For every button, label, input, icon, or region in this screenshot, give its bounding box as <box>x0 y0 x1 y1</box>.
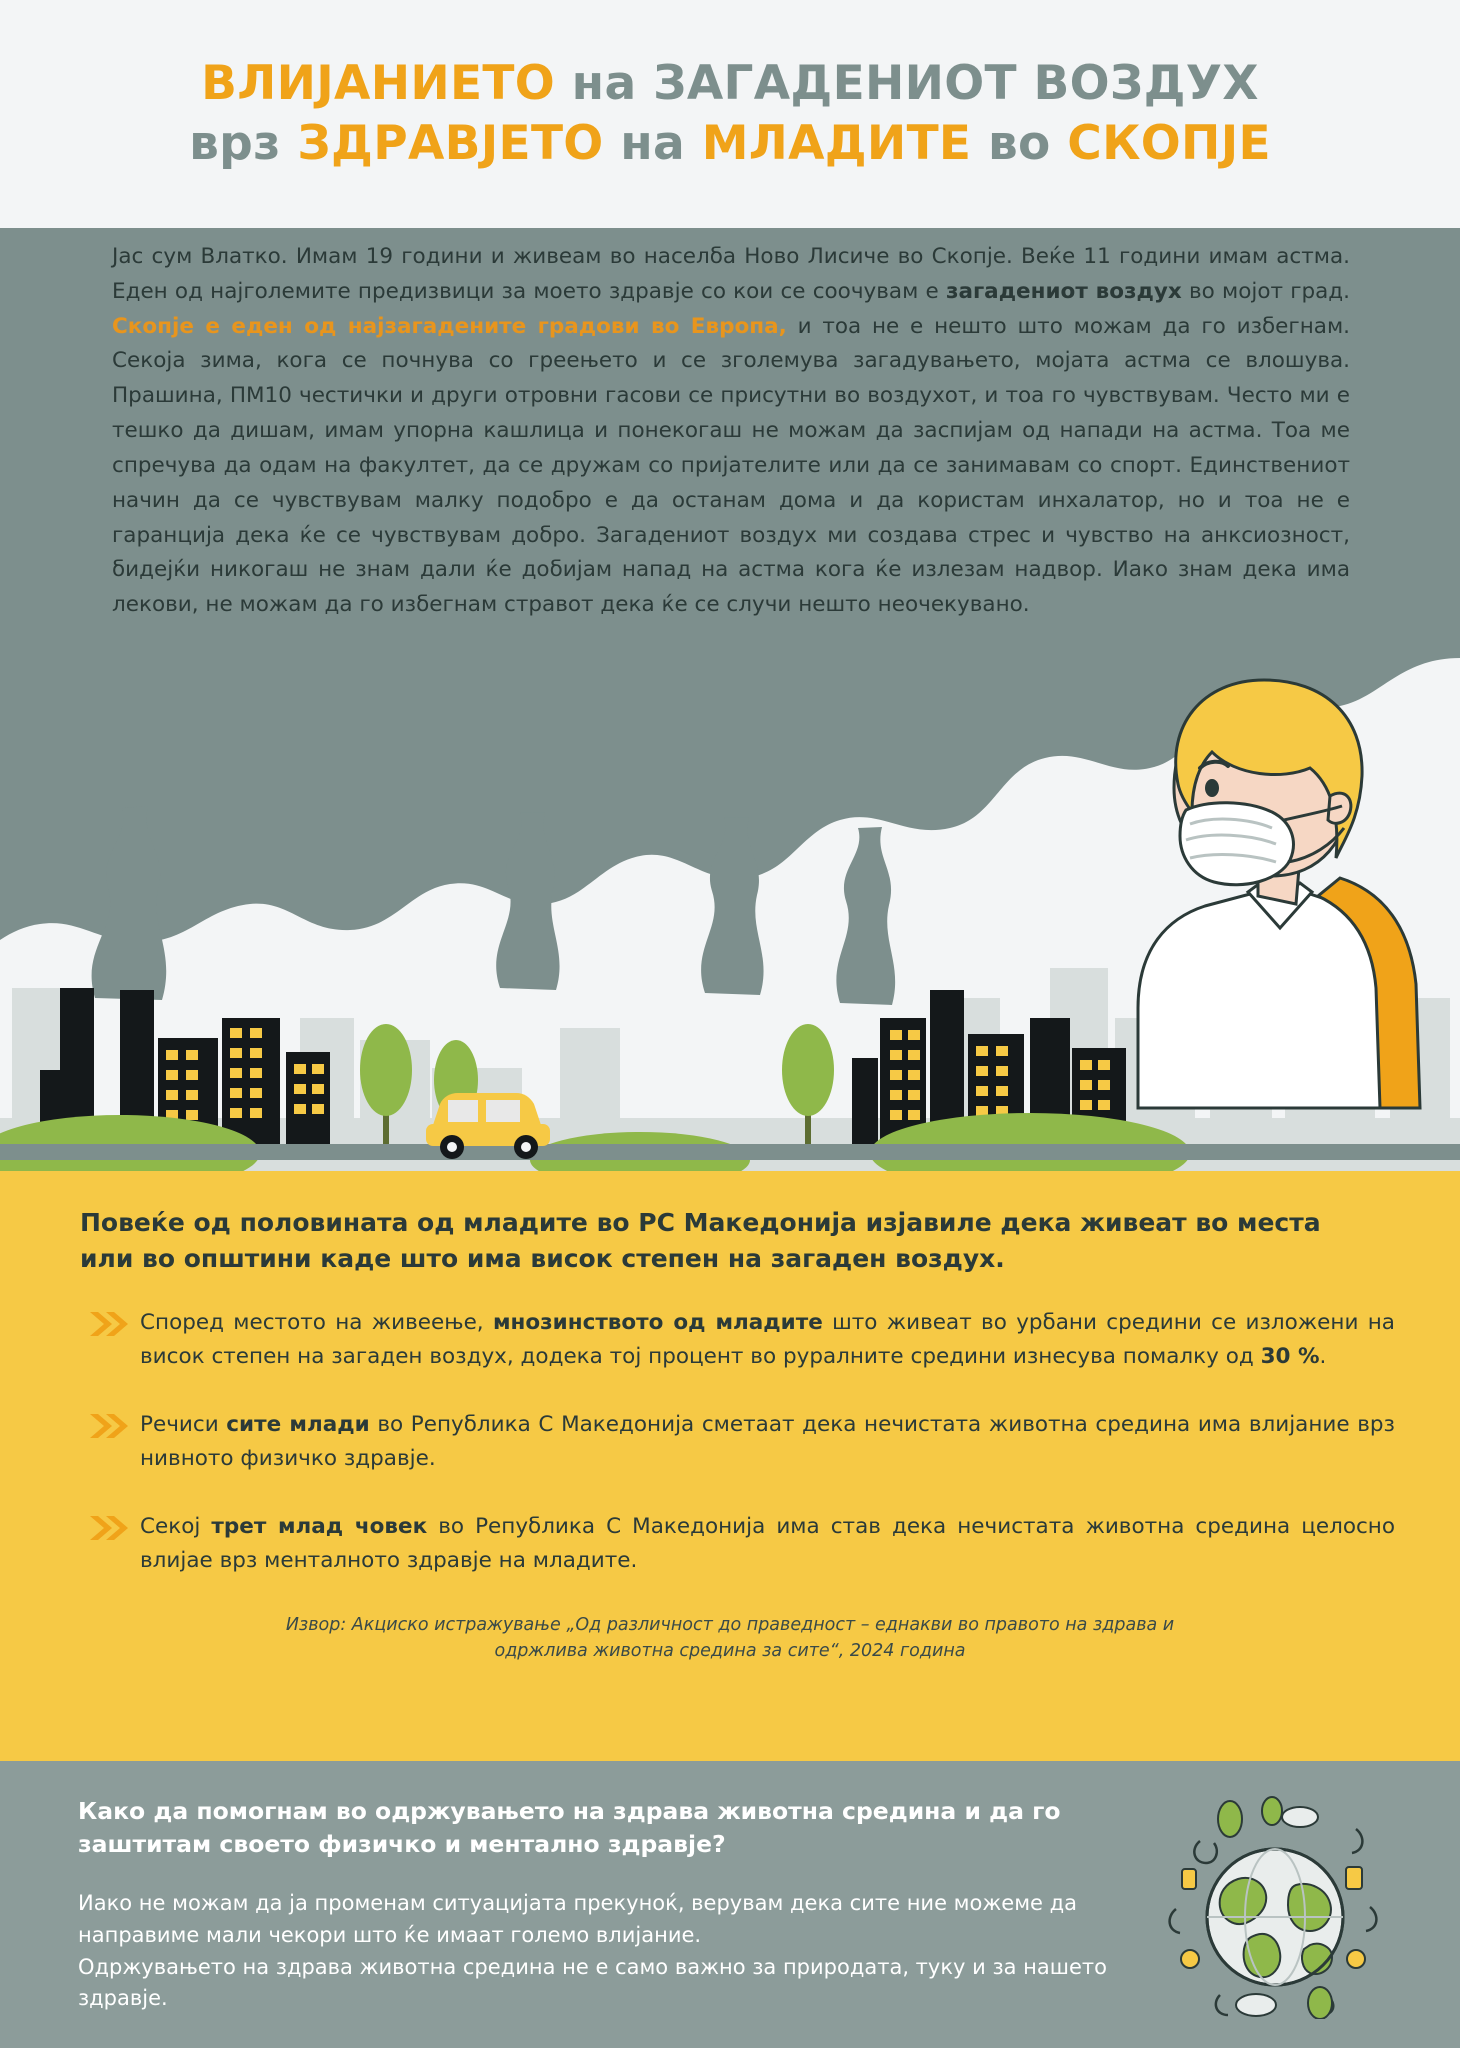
story-bold-polluted-air: загадениот воздух <box>945 278 1182 304</box>
stat1-bold2: 30 % <box>1260 1343 1320 1369</box>
story-paragraph <box>112 240 1350 623</box>
header-word-skopje: СКОПЈЕ <box>1067 116 1271 171</box>
chevron-right-icon <box>88 1408 140 1444</box>
chevron-right-icon <box>88 1306 140 1342</box>
header-word-vrz: врз <box>189 116 298 171</box>
statistic-text-3 <box>140 1510 1395 1578</box>
stat3-part2: во Република С Македонија има став дека нечистата животна средина целосно влијае врз менталното здравје на младите. <box>140 1513 1396 1573</box>
statistic-text-2 <box>140 1408 1395 1476</box>
stat3-bold1: трет млад човек <box>211 1513 428 1539</box>
story-text-part-2: во мојот град. <box>1181 278 1351 304</box>
story-illustration-section <box>0 228 1460 1171</box>
header-word-mladite: МЛАДИТЕ <box>701 116 988 171</box>
globe-eco-icon <box>1160 1789 1390 2019</box>
chevron-right-icon <box>88 1510 140 1546</box>
header-word-zdravjeto: ЗДРАВЈЕТО <box>297 116 621 171</box>
header-word-na-1: на <box>571 55 654 111</box>
stat3-part1: Секој <box>140 1513 212 1539</box>
header-line-1 <box>201 54 1259 114</box>
header-word-zagadeniot-vozduh: ЗАГАДЕНИОТ ВОЗДУХ <box>653 55 1259 111</box>
header-word-vlijanieto: ВЛИЈАНИЕТО <box>201 55 572 111</box>
list-item <box>88 1510 1400 1578</box>
stat2-part1: Речиси <box>140 1411 227 1437</box>
stat1-part2: што живеат во урбани средини се изложени на висок степен на загаден воздух, додека тој процент во руралните средини изнесува помалку од <box>140 1310 1395 1369</box>
stat2-bold1: сите млади <box>226 1411 370 1437</box>
advice-line-2: Одржувањето на здрава животна средина не е само важно за природата, туку и за нашето здравје. <box>78 1954 1107 2011</box>
stat1-part3: . <box>1319 1343 1327 1369</box>
list-item <box>88 1306 1400 1374</box>
statistics-section <box>0 1171 1460 1761</box>
advice-line-1: Иако не можам да ја променам ситуацијата прекуноќ, верувам дека сите ние можеме да направиме мали чекори што ќе имаат големо влијание. <box>78 1890 1078 1947</box>
page-header <box>0 0 1460 228</box>
story-text-part-3: и тоа не е нешто што можам да го избегнам. Секоја зима, кога се почнува со греењето и се зголемува загадувањето, мојата астма се влошува. Прашина, ПМ10 честички и други отровни гасови се присутни во воздухот, и тоа го чувствувам. Често ми е тешко да дишам, имам упорна кашлица и понекогаш не можам да заспијам од напади на астма. Тоа ме спречува да одам на факултет, да се дружам со пријателите или да се занимавам со спорт. Единствениот начин да се чувствувам малку подобро е да останам дома и да користам инхалатор, но и тоа не е гаранција дека ќе се чувствувам добро. Загадениот воздух ми создава стрес и чувство на анксиозност, бидејќи никогаш не знам дали ќе добијам напад на астма кога ќе излезам надвор. Иако знам дека има лекови, не можам да го избегнам стравот дека ќе се случи нешто неочекувано. <box>112 313 1350 618</box>
statistic-text-1 <box>140 1306 1395 1374</box>
story-highlight-skopje: Скопје е еден од најзагадените градови во Европа, <box>112 313 787 339</box>
source-citation: Извор: Акциско истражување „Од различност до праведност – еднакви во правото на здрава и одржлива животна средина за сите“, 2024 година <box>285 1614 1175 1662</box>
stat1-part1: Според местото на живеење, <box>140 1310 493 1335</box>
list-item <box>88 1408 1400 1476</box>
header-word-vo: во <box>988 116 1068 171</box>
stat2-part2: во Република С Македонија сметаат дека нечистата животна средина има влијание врз нивното физичко здравје. <box>140 1411 1395 1471</box>
header-line-2 <box>189 114 1271 174</box>
advice-text <box>78 1888 1118 2016</box>
advice-section <box>0 1761 1460 2048</box>
header-word-na-2: на <box>620 116 702 171</box>
stat1-bold1: мнозинството од младите <box>492 1310 823 1335</box>
advice-title: Како да помогнам во одржувањето на здрава животна средина и да го заштитам своето физичко и ментално здравје? <box>78 1797 1061 1859</box>
statistics-title: Повеќе од половината од младите во РС Македонија изјавиле дека живеат во места или во општини каде што има висок степен на загаден воздух. <box>80 1208 1321 1273</box>
story-text-part-1: Јас сум Влатко. Имам 19 години и живеам во населба Ново Лисиче во Скопје. Веќе 11 години имам астма. Еден од најголемите предизвици за моето здравје со кои се соочувам е <box>112 244 1350 304</box>
